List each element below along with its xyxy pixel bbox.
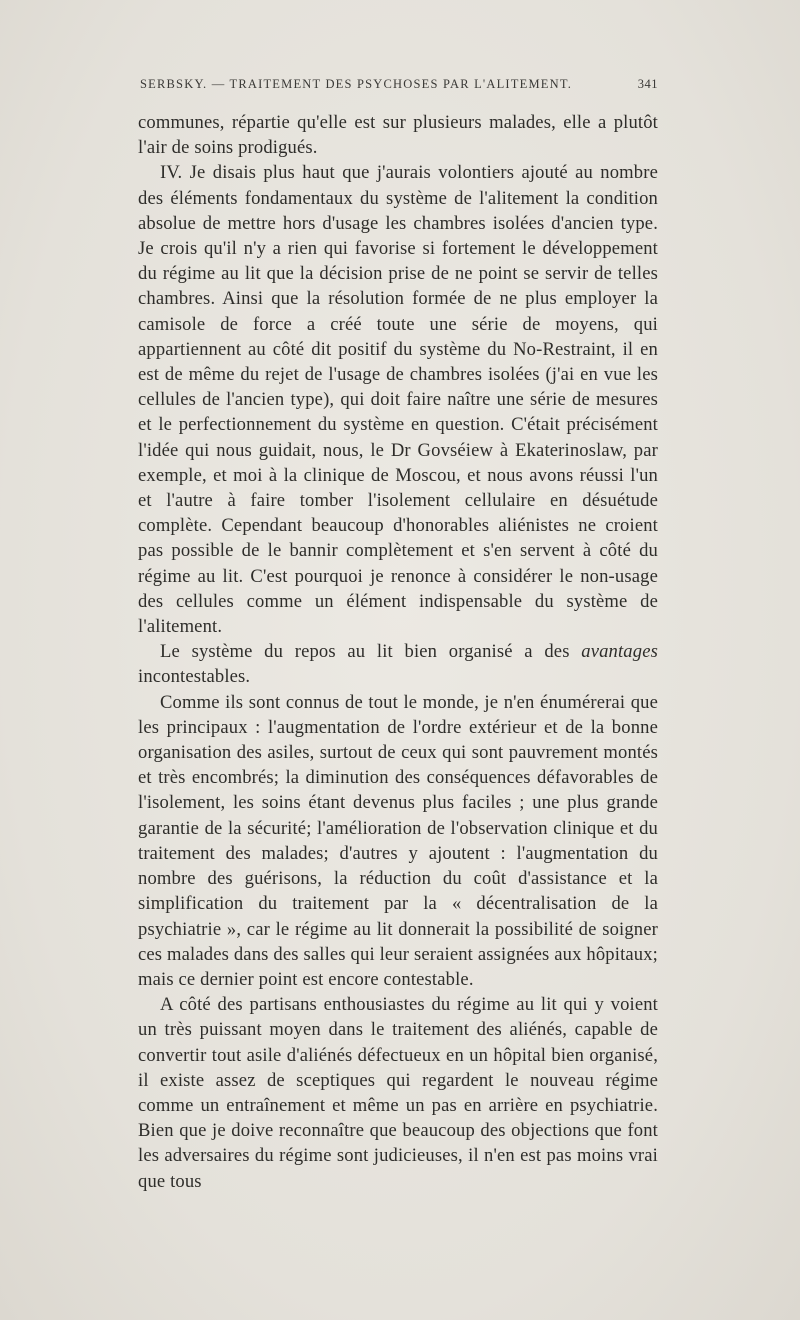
paragraph-sceptics: A côté des partisans enthousiastes du régime au lit qui y voient un très puissant moyen dans le traitement des aliénés, capable de convertir tout asile d'aliénés défectueux en un hôpital bien organisé, il existe assez de sceptiques qui regardent le nouveau régime comme un entraînement et même un pas en arrière en psychiatrie. Bien que je doive reconnaître que beaucoup des objections que font les adversaires du régime sont judicieuses, il n'en est pas moins vrai que tous bbox=[138, 994, 658, 1192]
page-number: 341 bbox=[637, 77, 658, 91]
advantages-italic-word: avantages bbox=[581, 641, 658, 663]
advantages-text-start: Le système du repos au lit bien organisé a des bbox=[160, 641, 582, 663]
body-text bbox=[138, 110, 658, 1194]
paragraph-advantages bbox=[138, 639, 658, 689]
advantages-text-end: incontestables. bbox=[138, 666, 251, 688]
running-title: SERBSKY. — TRAITEMENT DES PSYCHOSES PAR L'ALITEMENT. bbox=[140, 77, 573, 91]
paragraph-section-iv: IV. Je disais plus haut que j'aurais volontiers ajouté au nombre des éléments fondamentaux du système de l'alitement la condition absolue de mettre hors d'usage les chambres isolées d'ancien type. Je crois qu'il n'y a rien qui favorise si fortement le développement du régime au lit que la décision prise de ne point se servir de telles chambres. Ainsi que la résolution formée de ne plus employer la camisole de force a créé toute une série de moyens, qui appartiennent au côté dit positif du système du No-Restraint, il en est de même du rejet de l'usage de chambres isolées (j'ai en vue les cellules de l'ancien type), qui doit faire naître une série de mesures et le perfectionnement du système en question. C'était précisément l'idée qui nous guidait, nous, le Dr Govséiew à Ekaterinoslaw, par exemple, et moi à la clinique de Moscou, et nous avons réussi l'un et l'autre à faire tomber l'isolement cellulaire en désuétude complète. Cependant beaucoup d'honorables aliénistes ne croient pas possible de le bannir complètement et s'en servent à côté du régime au lit. C'est pourquoi je renonce à considérer le non-usage des cellules comme un élément indispensable du système de l'alitement. bbox=[138, 162, 658, 638]
paragraph-continuation: communes, répartie qu'elle est sur plusieurs malades, elle a plutôt l'air de soins prodigués. bbox=[138, 112, 658, 159]
paragraph-principal-advantages: Comme ils sont connus de tout le monde, je n'en énumérerai que les principaux : l'augmentation de l'ordre extérieur et de la bonne organisation des asiles, surtout de ceux qui sont pauvrement montés et très encombrés; la diminution des conséquences défavorables de l'isolement, les soins étant devenus plus faciles ; une plus grande garantie de la sécurité; l'amélioration de l'observation clinique et du traitement des malades; d'autres y ajoutent : l'augmentation du nombre des guérisons, la réduction du coût d'assistance et la simplification du traitement par la « décentralisation de la psychiatrie », car le régime au lit donnerait la possibilité de soigner ces malades dans des salles qui leur seraient assignées aux hôpitaux; mais ce dernier point est encore contestable. bbox=[138, 691, 658, 990]
